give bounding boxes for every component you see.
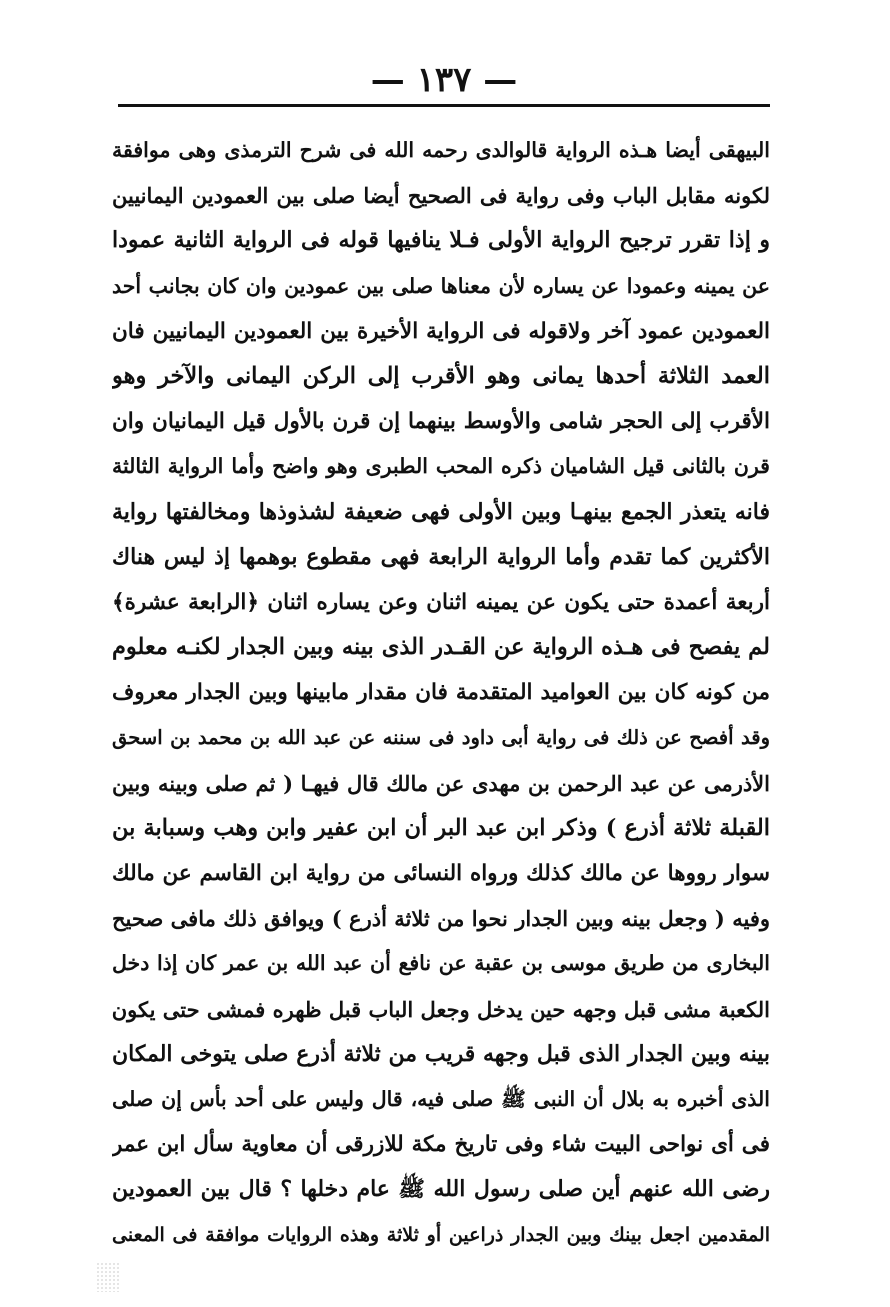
text-line: القبلة ثلاثة أذرع ) وذكر ابن عبد البر أن ابن عفير وابن وهب وسبابة بن: [112, 814, 770, 841]
text-line: و إذا تقرر ترجيح الرواية الأولى فـلا ينافيها قوله فى الرواية الثانية عمودا: [112, 227, 770, 254]
text-line: البيهقى أيضا هـذه الرواية قالوالدى رحمه الله فى شرح الترمذى وهى موافقة: [112, 138, 770, 162]
text-line: فى أى نواحى البيت شاء وفى تاريخ مكة للازرقى أن معاوية سأل ابن عمر: [112, 1132, 770, 1158]
text-line: الذى أخبره به بلال أن النبى ﷺ صلى فيه، قال وليس على أحد بأس إن صلى: [112, 1086, 770, 1111]
text-line: العمودين عمود آخر ولاقوله فى الرواية الأخيرة بين العمودين اليمانيين فان: [112, 318, 770, 344]
body-text: [112, 128, 770, 1258]
text-line: العمد الثلاثة أحدها يمانى وهو الأقرب إلى الركن اليمانى والآخر وهو: [112, 362, 770, 389]
text-line: فانه يتعذر الجمع بينهـا وبين الأولى فهى ضعيفة لشذوذها ومخالفتها رواية: [112, 498, 770, 525]
text-line: سوار رووها عن مالك كذلك ورواه النسائى من رواية ابن القاسم عن مالك: [112, 861, 770, 886]
text-line: المقدمين اجعل بينك وبين الجدار ذراعين أو ثلاثة وهذه الروايات موافقة فى المعنى: [112, 1223, 770, 1246]
text-line: البخارى من طريق موسى بن عقبة عن نافع أن عبد الله بن عمر كان إذا دخل: [112, 951, 770, 976]
page-header: [118, 52, 770, 108]
header-rule: [118, 104, 770, 107]
text-line: الكعبة مشى قبل وجهه حين يدخل وجعل الباب قبل ظهره فمشى حتى يكون: [112, 996, 770, 1022]
text-line: لم يفصح فى هـذه الرواية عن القـدر الذى بينه وبين الجدار لكنـه معلوم: [112, 634, 770, 661]
text-line: الأكثرين كما تقدم وأما الرواية الرابعة فهى مقطوع بوهمها إذ ليس هناك: [112, 543, 770, 570]
text-line: الأقرب إلى الحجر شامى والأوسط بينهما إن قرن بالأول قيل اليمانيان وان: [112, 409, 770, 435]
text-line: وفيه ( وجعل بينه وبين الجدار نحوا من ثلاثة أذرع ) ويوافق ذلك مافى صحيح: [112, 906, 770, 932]
text-line: بينه وبين الجدار الذى قبل وجهه قريب من ثلاثة أذرع صلى يتوخى المكان: [112, 1040, 770, 1067]
text-line: من كونه كان بين العواميد المتقدمة فان مقدار مابينها وبين الجدار معروف: [112, 680, 770, 706]
text-line: الأذرمى عن عبد الرحمن بن مهدى عن مالك قال فيهـا ( ثم صلى وبينه وبين: [112, 770, 770, 796]
page-number: — ١٣٧ —: [370, 60, 518, 100]
paper-speckle: [96, 1262, 120, 1292]
text-line: أربعة أعمدة حتى يكون عن يمينه اثنان وعن يساره اثنان ﴿الرابعة عشرة﴾: [112, 589, 770, 615]
text-line: عن يمينه وعمودا عن يساره لأن معناها صلى بين عمودين وان كان بجانب أحد: [112, 273, 770, 298]
text-line: وقد أفصح عن ذلك فى رواية أبى داود فى سننه عن عبد الله بن محمد بن اسحق: [112, 726, 770, 750]
text-line: رضى الله عنهم أين صلى رسول الله ﷺ عام دخلها ؟ قال بين العمودين: [112, 1176, 770, 1203]
text-line: لكونه مقابل الباب وفى رواية فى الصحيح أيضا صلى بين العمودين اليمانيين: [112, 183, 770, 209]
text-line: قرن بالثانى قيل الشاميان ذكره المحب الطبرى وهو واضح وأما الرواية الثالثة: [112, 454, 770, 479]
